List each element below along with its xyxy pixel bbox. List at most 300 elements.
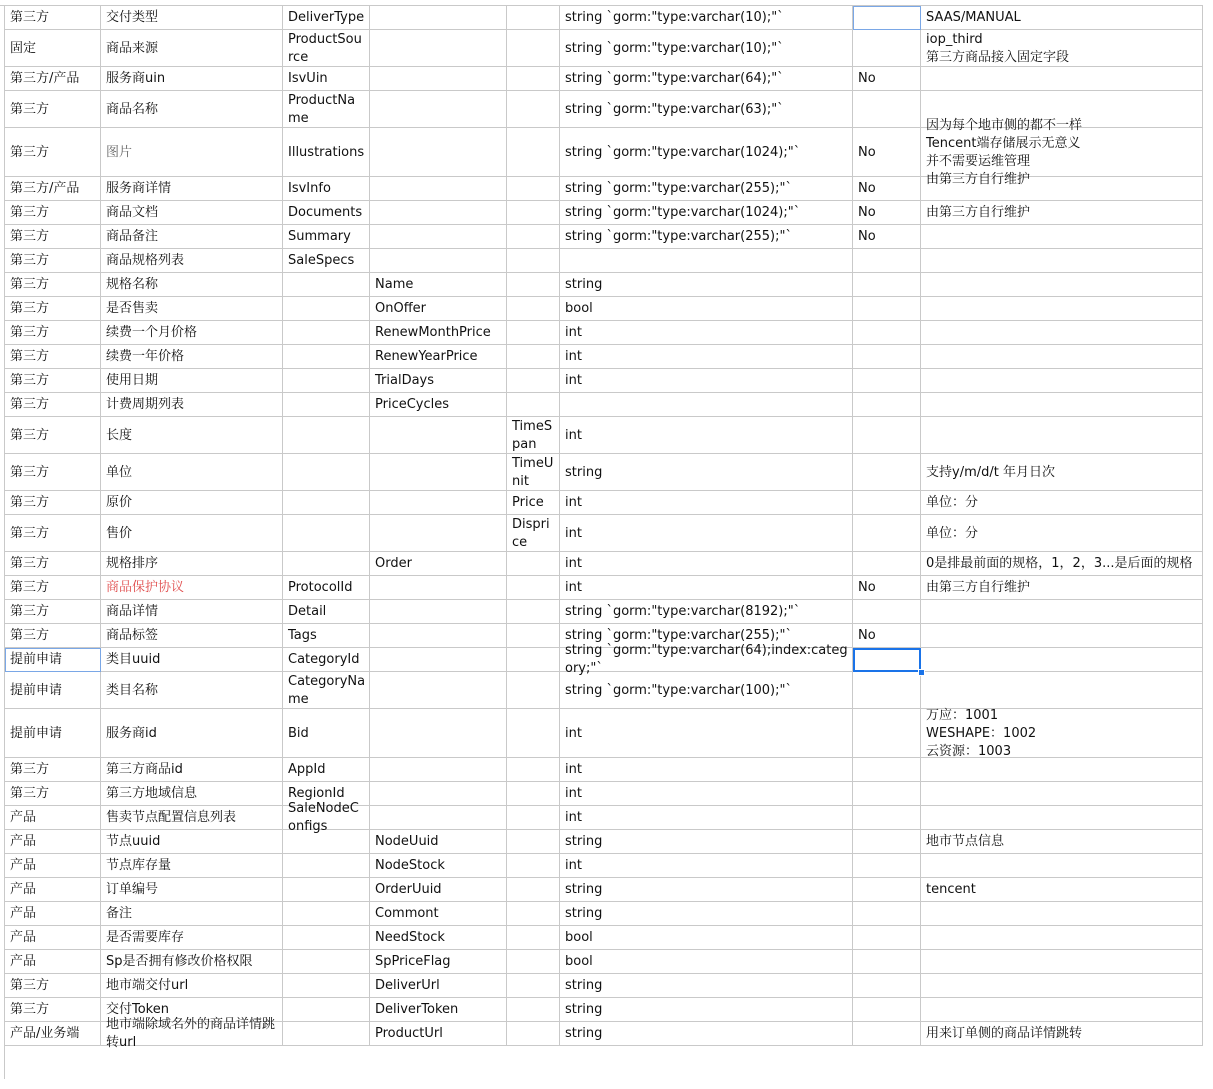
cell-r28-c6[interactable]: int [560,782,853,806]
cell-r21-c4[interactable] [370,576,507,600]
cell-r2-c1[interactable]: 固定 [5,30,101,67]
cell-r19-c7[interactable] [853,515,921,552]
cell-r26-c6[interactable]: int [560,709,853,758]
cell-r37-c4[interactable]: DeliverToken [370,998,507,1022]
cell-r28-c8[interactable] [921,782,1203,806]
cell-r1-c5[interactable] [507,6,560,30]
cell-r34-c6[interactable]: bool [560,926,853,950]
cell-r11-c6[interactable]: bool [560,297,853,321]
cell-r8-c2[interactable]: 商品备注 [101,225,283,249]
cell-r36-c4[interactable]: DeliverUrl [370,974,507,998]
cell-r18-c2[interactable]: 原价 [101,491,283,515]
cell-r23-c7[interactable]: No [853,624,921,648]
cell-r9-c5[interactable] [507,249,560,273]
cell-r35-c2[interactable]: Sp是否拥有修改价格权限 [101,950,283,974]
cell-r10-c5[interactable] [507,273,560,297]
cell-r8-c4[interactable] [370,225,507,249]
cell-r21-c3[interactable]: ProtocolId [283,576,370,600]
cell-r24-c5[interactable] [507,648,560,672]
cell-r35-c1[interactable]: 产品 [5,950,101,974]
cell-r26-c5[interactable] [507,709,560,758]
cell-r13-c4[interactable]: RenewYearPrice [370,345,507,369]
cell-r17-c4[interactable] [370,454,507,491]
cell-r21-c5[interactable] [507,576,560,600]
cell-r4-c7[interactable] [853,91,921,128]
cell-r9-c1[interactable]: 第三方 [5,249,101,273]
cell-r26-c4[interactable] [370,709,507,758]
cell-r17-c7[interactable] [853,454,921,491]
cell-r24-c2[interactable]: 类目uuid [101,648,283,672]
cell-r35-c5[interactable] [507,950,560,974]
cell-r27-c6[interactable]: int [560,758,853,782]
cell-r5-c1[interactable]: 第三方 [5,128,101,177]
cell-r32-c2[interactable]: 订单编号 [101,878,283,902]
cell-r23-c6[interactable]: string `gorm:"type:varchar(255);"` [560,624,853,648]
cell-r10-c3[interactable] [283,273,370,297]
cell-r9-c6[interactable] [560,249,853,273]
cell-r21-c1[interactable]: 第三方 [5,576,101,600]
cell-r27-c3[interactable]: AppId [283,758,370,782]
cell-r25-c2[interactable]: 类目名称 [101,672,283,709]
cell-r8-c5[interactable] [507,225,560,249]
cell-r15-c5[interactable] [507,393,560,417]
cell-r23-c5[interactable] [507,624,560,648]
cell-r25-c4[interactable] [370,672,507,709]
cell-r27-c1[interactable]: 第三方 [5,758,101,782]
cell-r23-c8[interactable] [921,624,1203,648]
cell-r22-c8[interactable] [921,600,1203,624]
cell-r13-c5[interactable] [507,345,560,369]
cell-r15-c8[interactable] [921,393,1203,417]
cell-r14-c8[interactable] [921,369,1203,393]
cell-r2-c6[interactable]: string `gorm:"type:varchar(10);"` [560,30,853,67]
cell-r12-c7[interactable] [853,321,921,345]
cell-r11-c7[interactable] [853,297,921,321]
cell-r30-c7[interactable] [853,830,921,854]
cell-r36-c8[interactable] [921,974,1203,998]
cell-r37-c8[interactable] [921,998,1203,1022]
cell-r10-c1[interactable]: 第三方 [5,273,101,297]
cell-r34-c1[interactable]: 产品 [5,926,101,950]
cell-r37-c6[interactable]: string [560,998,853,1022]
fill-handle[interactable] [918,669,925,676]
cell-r31-c1[interactable]: 产品 [5,854,101,878]
cell-r13-c8[interactable] [921,345,1203,369]
cell-r35-c3[interactable] [283,950,370,974]
cell-r19-c2[interactable]: 售价 [101,515,283,552]
cell-r34-c5[interactable] [507,926,560,950]
cell-r1-c6[interactable]: string `gorm:"type:varchar(10);"` [560,6,853,30]
cell-r30-c1[interactable]: 产品 [5,830,101,854]
cell-r16-c3[interactable] [283,417,370,454]
cell-r3-c4[interactable] [370,67,507,91]
cell-r33-c7[interactable] [853,902,921,926]
cell-r38-c2[interactable]: 地市端除域名外的商品详情跳转url [101,1022,283,1046]
cell-r29-c7[interactable] [853,806,921,830]
cell-r33-c6[interactable]: string [560,902,853,926]
cell-r22-c1[interactable]: 第三方 [5,600,101,624]
cell-r24-c1[interactable]: 提前申请 [5,648,101,672]
cell-r17-c3[interactable] [283,454,370,491]
cell-r14-c5[interactable] [507,369,560,393]
cell-r28-c7[interactable] [853,782,921,806]
cell-r20-c1[interactable]: 第三方 [5,552,101,576]
cell-r6-c1[interactable]: 第三方/产品 [5,177,101,201]
cell-r37-c1[interactable]: 第三方 [5,998,101,1022]
cell-r24-c7[interactable] [853,648,921,672]
cell-r38-c1[interactable]: 产品/业务端 [5,1022,101,1046]
cell-r18-c5[interactable]: Price [507,491,560,515]
cell-r7-c5[interactable] [507,201,560,225]
cell-r35-c7[interactable] [853,950,921,974]
cell-r3-c1[interactable]: 第三方/产品 [5,67,101,91]
cell-r4-c1[interactable]: 第三方 [5,91,101,128]
cell-r6-c5[interactable] [507,177,560,201]
cell-r1-c2[interactable]: 交付类型 [101,6,283,30]
cell-r6-c8[interactable] [921,177,1203,201]
cell-r7-c3[interactable]: Documents [283,201,370,225]
cell-r4-c2[interactable]: 商品名称 [101,91,283,128]
cell-r34-c3[interactable] [283,926,370,950]
cell-r31-c4[interactable]: NodeStock [370,854,507,878]
cell-r25-c3[interactable]: CategoryName [283,672,370,709]
cell-r29-c1[interactable]: 产品 [5,806,101,830]
cell-r31-c5[interactable] [507,854,560,878]
cell-r2-c8[interactable]: iop_third 第三方商品接入固定字段 [921,30,1203,67]
cell-r13-c1[interactable]: 第三方 [5,345,101,369]
cell-r35-c6[interactable]: bool [560,950,853,974]
cell-r4-c3[interactable]: ProductName [283,91,370,128]
cell-r14-c6[interactable]: int [560,369,853,393]
cell-r3-c5[interactable] [507,67,560,91]
cell-r23-c4[interactable] [370,624,507,648]
cell-r9-c8[interactable] [921,249,1203,273]
cell-r35-c8[interactable] [921,950,1203,974]
cell-r3-c2[interactable]: 服务商uin [101,67,283,91]
cell-r12-c3[interactable] [283,321,370,345]
cell-r34-c2[interactable]: 是否需要库存 [101,926,283,950]
cell-r15-c1[interactable]: 第三方 [5,393,101,417]
cell-r14-c4[interactable]: TrialDays [370,369,507,393]
cell-r16-c1[interactable]: 第三方 [5,417,101,454]
cell-r13-c7[interactable] [853,345,921,369]
cell-r7-c4[interactable] [370,201,507,225]
cell-r36-c1[interactable]: 第三方 [5,974,101,998]
cell-r38-c4[interactable]: ProductUrl [370,1022,507,1046]
cell-r29-c2[interactable]: 售卖节点配置信息列表 [101,806,283,830]
cell-r13-c2[interactable]: 续费一年价格 [101,345,283,369]
cell-r10-c8[interactable] [921,273,1203,297]
cell-r4-c4[interactable] [370,91,507,128]
cell-r35-c4[interactable]: SpPriceFlag [370,950,507,974]
cell-r32-c6[interactable]: string [560,878,853,902]
cell-r21-c8[interactable]: 由第三方自行维护 [921,576,1203,600]
cell-r7-c2[interactable]: 商品文档 [101,201,283,225]
cell-r28-c4[interactable] [370,782,507,806]
cell-r28-c1[interactable]: 第三方 [5,782,101,806]
cell-r21-c7[interactable]: No [853,576,921,600]
cell-r34-c8[interactable] [921,926,1203,950]
cell-r38-c5[interactable] [507,1022,560,1046]
cell-r2-c3[interactable]: ProductSource [283,30,370,67]
cell-r1-c8[interactable]: SAAS/MANUAL [921,6,1203,30]
cell-r32-c7[interactable] [853,878,921,902]
cell-r33-c3[interactable] [283,902,370,926]
cell-r23-c3[interactable]: Tags [283,624,370,648]
cell-r33-c2[interactable]: 备注 [101,902,283,926]
cell-r37-c5[interactable] [507,998,560,1022]
cell-r14-c3[interactable] [283,369,370,393]
cell-r29-c5[interactable] [507,806,560,830]
cell-r14-c7[interactable] [853,369,921,393]
cell-r16-c5[interactable]: TimeSpan [507,417,560,454]
cell-r6-c3[interactable]: IsvInfo [283,177,370,201]
cell-r32-c3[interactable] [283,878,370,902]
cell-r18-c6[interactable]: int [560,491,853,515]
cell-r4-c5[interactable] [507,91,560,128]
cell-r6-c7[interactable]: No [853,177,921,201]
cell-r22-c5[interactable] [507,600,560,624]
cell-r1-c7[interactable] [853,6,921,30]
cell-r11-c5[interactable] [507,297,560,321]
cell-r16-c4[interactable] [370,417,507,454]
cell-r3-c7[interactable]: No [853,67,921,91]
cell-r12-c8[interactable] [921,321,1203,345]
cell-r26-c8[interactable]: 万应：1001 WESHAPE：1002 云资源：1003 [921,709,1203,758]
cell-r5-c2[interactable]: 图片 [101,128,283,177]
cell-r34-c7[interactable] [853,926,921,950]
cell-r10-c6[interactable]: string [560,273,853,297]
cell-r12-c6[interactable]: int [560,321,853,345]
cell-r12-c1[interactable]: 第三方 [5,321,101,345]
cell-r25-c8[interactable] [921,672,1203,709]
cell-r9-c7[interactable] [853,249,921,273]
cell-r19-c4[interactable] [370,515,507,552]
cell-r31-c8[interactable] [921,854,1203,878]
cell-r26-c3[interactable]: Bid [283,709,370,758]
cell-r16-c2[interactable]: 长度 [101,417,283,454]
cell-r15-c7[interactable] [853,393,921,417]
cell-r29-c4[interactable] [370,806,507,830]
cell-r2-c5[interactable] [507,30,560,67]
cell-r27-c8[interactable] [921,758,1203,782]
cell-r20-c3[interactable] [283,552,370,576]
cell-r17-c8[interactable]: 支持y/m/d/t 年月日次 [921,454,1203,491]
cell-r1-c3[interactable]: DeliverType [283,6,370,30]
cell-r34-c4[interactable]: NeedStock [370,926,507,950]
cell-r10-c2[interactable]: 规格名称 [101,273,283,297]
cell-r27-c2[interactable]: 第三方商品id [101,758,283,782]
cell-r16-c7[interactable] [853,417,921,454]
cell-r12-c4[interactable]: RenewMonthPrice [370,321,507,345]
cell-r24-c6[interactable]: string `gorm:"type:varchar(64);index:category;"` [560,648,853,672]
cell-r10-c7[interactable] [853,273,921,297]
cell-r12-c5[interactable] [507,321,560,345]
cell-r9-c2[interactable]: 商品规格列表 [101,249,283,273]
cell-r1-c4[interactable] [370,6,507,30]
cell-r16-c6[interactable]: int [560,417,853,454]
cell-r37-c3[interactable] [283,998,370,1022]
cell-r11-c8[interactable] [921,297,1203,321]
cell-r30-c2[interactable]: 节点uuid [101,830,283,854]
cell-r4-c6[interactable]: string `gorm:"type:varchar(63);"` [560,91,853,128]
cell-r36-c6[interactable]: string [560,974,853,998]
cell-r36-c3[interactable] [283,974,370,998]
cell-r25-c6[interactable]: string `gorm:"type:varchar(100);"` [560,672,853,709]
cell-r14-c1[interactable]: 第三方 [5,369,101,393]
cell-r24-c4[interactable] [370,648,507,672]
cell-r12-c2[interactable]: 续费一个月价格 [101,321,283,345]
cell-r7-c7[interactable]: No [853,201,921,225]
cell-r26-c7[interactable] [853,709,921,758]
cell-r27-c4[interactable] [370,758,507,782]
cell-r28-c5[interactable] [507,782,560,806]
cell-r26-c1[interactable]: 提前申请 [5,709,101,758]
cell-r8-c8[interactable] [921,225,1203,249]
cell-r8-c7[interactable]: No [853,225,921,249]
cell-r18-c3[interactable] [283,491,370,515]
cell-r29-c3[interactable]: SaleNodeConfigs [283,806,370,830]
cell-r22-c3[interactable]: Detail [283,600,370,624]
cell-r3-c8[interactable] [921,67,1203,91]
cell-r7-c8[interactable]: 由第三方自行维护 [921,201,1203,225]
cell-r13-c6[interactable]: int [560,345,853,369]
cell-r20-c8[interactable]: 0是排最前面的规格，1，2，3...是后面的规格 [921,552,1203,576]
cell-r11-c2[interactable]: 是否售卖 [101,297,283,321]
cell-r8-c6[interactable]: string `gorm:"type:varchar(255);"` [560,225,853,249]
cell-r19-c5[interactable]: Disprice [507,515,560,552]
cell-r32-c5[interactable] [507,878,560,902]
cell-r5-c8[interactable]: 因为每个地市侧的都不一样 Tencent端存储展示无意义 并不需要运维管理 由第三方自行维护 [921,128,1203,177]
cell-r33-c5[interactable] [507,902,560,926]
cell-r2-c4[interactable] [370,30,507,67]
cell-r17-c1[interactable]: 第三方 [5,454,101,491]
cell-r18-c4[interactable] [370,491,507,515]
cell-r24-c8[interactable] [921,648,1203,672]
cell-r15-c3[interactable] [283,393,370,417]
cell-r18-c1[interactable]: 第三方 [5,491,101,515]
cell-r5-c3[interactable]: Illustrations [283,128,370,177]
cell-r5-c4[interactable] [370,128,507,177]
cell-r31-c2[interactable]: 节点库存量 [101,854,283,878]
cell-r22-c6[interactable]: string `gorm:"type:varchar(8192);"` [560,600,853,624]
cell-r25-c7[interactable] [853,672,921,709]
cell-r6-c2[interactable]: 服务商详情 [101,177,283,201]
cell-r15-c2[interactable]: 计费周期列表 [101,393,283,417]
cell-r28-c2[interactable]: 第三方地域信息 [101,782,283,806]
cell-r26-c2[interactable]: 服务商id [101,709,283,758]
cell-r24-c3[interactable]: CategoryId [283,648,370,672]
cell-r27-c7[interactable] [853,758,921,782]
cell-r29-c6[interactable]: int [560,806,853,830]
cell-r25-c1[interactable]: 提前申请 [5,672,101,709]
cell-r33-c1[interactable]: 产品 [5,902,101,926]
cell-r9-c4[interactable] [370,249,507,273]
cell-r11-c1[interactable]: 第三方 [5,297,101,321]
cell-r5-c7[interactable]: No [853,128,921,177]
cell-r20-c4[interactable]: Order [370,552,507,576]
cell-r8-c1[interactable]: 第三方 [5,225,101,249]
cell-r8-c3[interactable]: Summary [283,225,370,249]
cell-r3-c3[interactable]: IsvUin [283,67,370,91]
cell-r29-c8[interactable] [921,806,1203,830]
cell-r21-c6[interactable]: int [560,576,853,600]
cell-r28-c3[interactable]: RegionId [283,782,370,806]
cell-r22-c4[interactable] [370,600,507,624]
cell-r20-c5[interactable] [507,552,560,576]
cell-r33-c8[interactable] [921,902,1203,926]
cell-r18-c7[interactable] [853,491,921,515]
cell-r15-c4[interactable]: PriceCycles [370,393,507,417]
cell-r6-c6[interactable]: string `gorm:"type:varchar(255);"` [560,177,853,201]
cell-r15-c6[interactable] [560,393,853,417]
cell-r36-c7[interactable] [853,974,921,998]
cell-r30-c8[interactable]: 地市节点信息 [921,830,1203,854]
cell-r20-c2[interactable]: 规格排序 [101,552,283,576]
cell-r38-c6[interactable]: string [560,1022,853,1046]
cell-r2-c2[interactable]: 商品来源 [101,30,283,67]
cell-r19-c1[interactable]: 第三方 [5,515,101,552]
cell-r25-c5[interactable] [507,672,560,709]
cell-r18-c8[interactable]: 单位：分 [921,491,1203,515]
cell-r11-c4[interactable]: OnOffer [370,297,507,321]
cell-r36-c5[interactable] [507,974,560,998]
cell-r19-c8[interactable]: 单位：分 [921,515,1203,552]
cell-r23-c2[interactable]: 商品标签 [101,624,283,648]
cell-r3-c6[interactable]: string `gorm:"type:varchar(64);"` [560,67,853,91]
cell-r21-c2[interactable]: 商品保护协议 [101,576,283,600]
cell-r33-c4[interactable]: Commont [370,902,507,926]
cell-r23-c1[interactable]: 第三方 [5,624,101,648]
cell-r9-c3[interactable]: SaleSpecs [283,249,370,273]
cell-r30-c3[interactable] [283,830,370,854]
cell-r7-c6[interactable]: string `gorm:"type:varchar(1024);"` [560,201,853,225]
cell-r2-c7[interactable] [853,30,921,67]
cell-r38-c8[interactable]: 用来订单侧的商品详情跳转 [921,1022,1203,1046]
cell-r22-c7[interactable] [853,600,921,624]
cell-r5-c5[interactable] [507,128,560,177]
cell-r17-c5[interactable]: TimeUnit [507,454,560,491]
cell-r10-c4[interactable]: Name [370,273,507,297]
cell-r30-c5[interactable] [507,830,560,854]
cell-r30-c6[interactable]: string [560,830,853,854]
cell-r38-c7[interactable] [853,1022,921,1046]
cell-r5-c6[interactable]: string `gorm:"type:varchar(1024);"` [560,128,853,177]
cell-r27-c5[interactable] [507,758,560,782]
cell-r37-c7[interactable] [853,998,921,1022]
cell-r17-c2[interactable]: 单位 [101,454,283,491]
cell-r20-c7[interactable] [853,552,921,576]
cell-r17-c6[interactable]: string [560,454,853,491]
cell-r11-c3[interactable] [283,297,370,321]
cell-r31-c3[interactable] [283,854,370,878]
cell-r16-c8[interactable] [921,417,1203,454]
cell-r38-c3[interactable] [283,1022,370,1046]
cell-r20-c6[interactable]: int [560,552,853,576]
cell-r31-c6[interactable]: int [560,854,853,878]
cell-r36-c2[interactable]: 地市端交付url [101,974,283,998]
cell-r19-c3[interactable] [283,515,370,552]
cell-r30-c4[interactable]: NodeUuid [370,830,507,854]
cell-r22-c2[interactable]: 商品详情 [101,600,283,624]
cell-r6-c4[interactable] [370,177,507,201]
cell-r32-c4[interactable]: OrderUuid [370,878,507,902]
cell-r1-c1[interactable]: 第三方 [5,6,101,30]
cell-r32-c8[interactable]: tencent [921,878,1203,902]
cell-r19-c6[interactable]: int [560,515,853,552]
cell-r32-c1[interactable]: 产品 [5,878,101,902]
cell-r7-c1[interactable]: 第三方 [5,201,101,225]
